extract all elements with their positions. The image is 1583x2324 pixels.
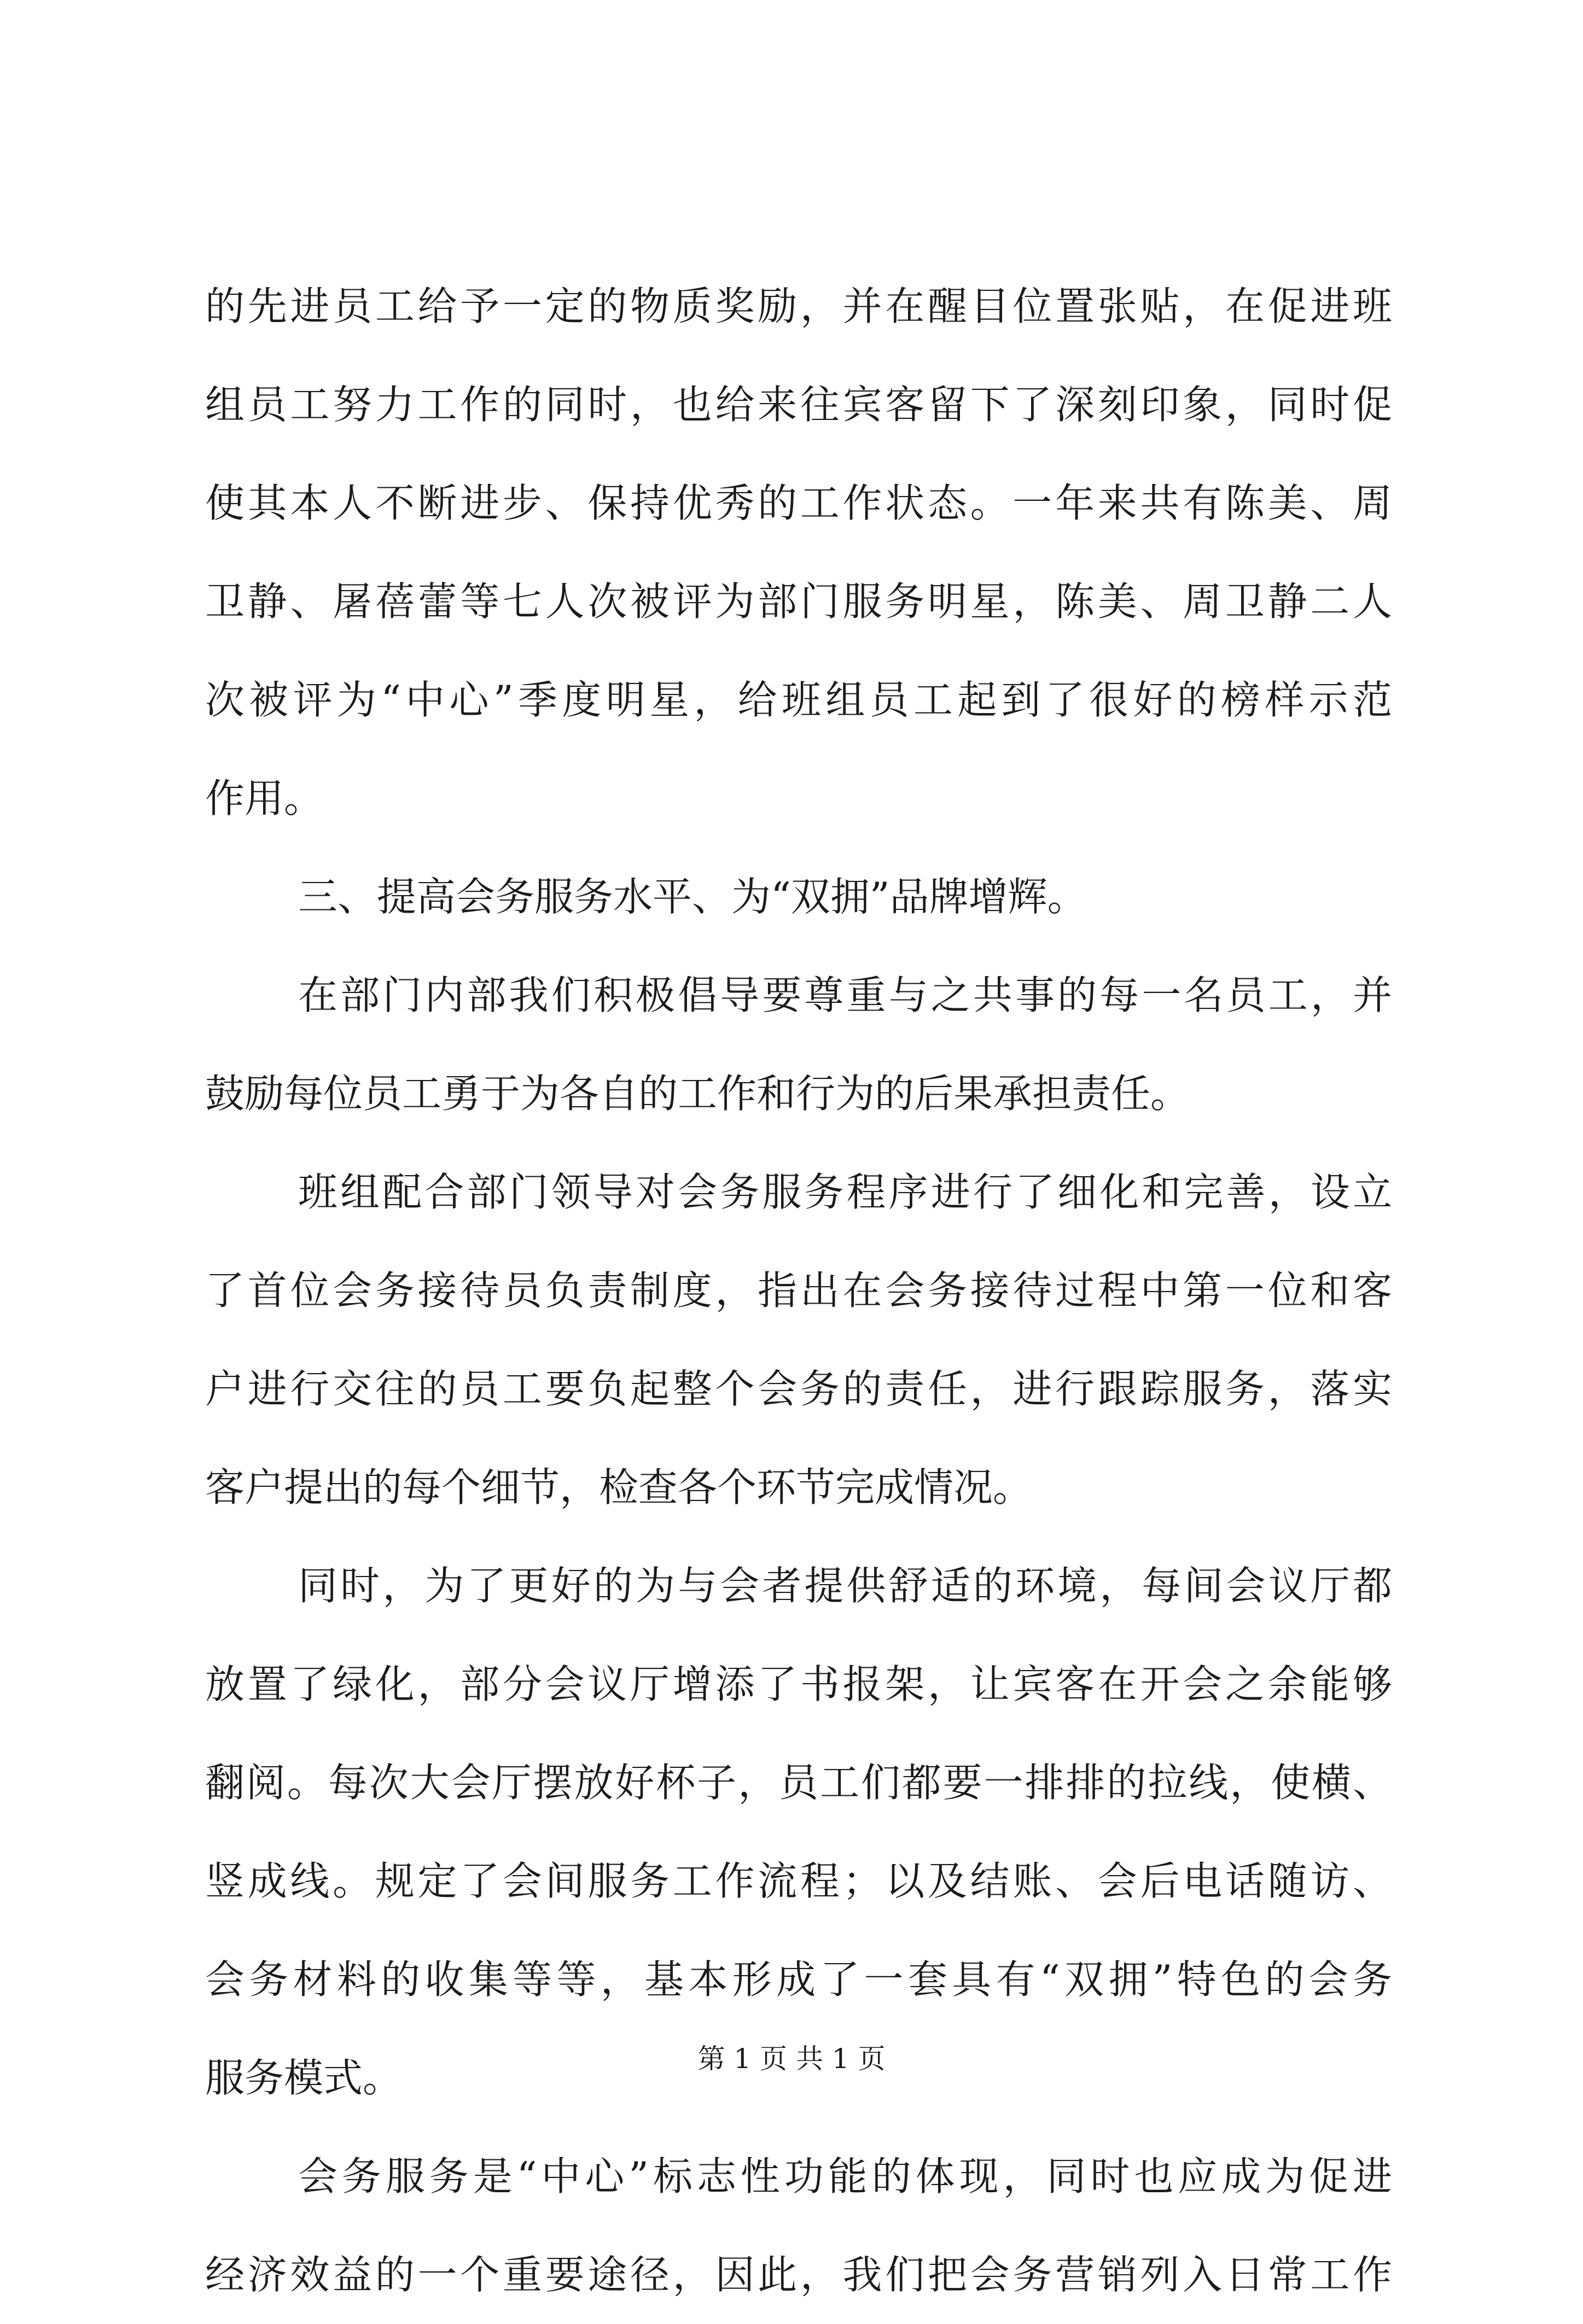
text-line: 户进行交往的员工要负起整个会务的责任，进行跟踪服务，落实 (205, 1366, 1392, 1412)
text-line: 会务材料的收集等等，基本形成了一套具有“双拥”特色的会务 (205, 1957, 1392, 2002)
text-line: 了首位会务接待员负责制度，指出在会务接待过程中第一位和客 (205, 1268, 1392, 1313)
text-line: 组员工努力工作的同时，也给来往宾客留下了深刻印象，同时促 (205, 382, 1392, 428)
text-line: 次被评为“中心”季度明星，给班组员工起到了很好的榜样示范 (205, 677, 1392, 723)
text-line: 放置了绿化，部分会议厅增添了书报架，让宾客在开会之余能够 (205, 1661, 1392, 1707)
text-line: 经济效益的一个重要途径，因此，我们把会务营销列入日常工作 (205, 2252, 1392, 2298)
text-line: 服务模式。 (205, 2055, 403, 2101)
text-line: 鼓励每位员工勇于为各自的工作和行为的后果承担责任。 (205, 1071, 1190, 1117)
text-line: 竖成线。规定了会间服务工作流程；以及结账、会后电话随访、 (205, 1858, 1392, 1904)
text-line: 在部门内部我们积极倡导要尊重与之共事的每一名员工，并 (298, 972, 1392, 1018)
text-line: 客户提出的每个细节，检查各个环节完成情况。 (205, 1464, 1033, 1510)
text-line: 的先进员工给予一定的物质奖励，并在醒目位置张贴，在促进班 (205, 283, 1392, 329)
text-line: 翻阅。每次大会厅摆放好杯子，员工们都要一排排的拉线，使横、 (205, 1760, 1392, 1806)
text-line: 会务服务是“中心”标志性功能的体现，同时也应成为促进 (298, 2153, 1392, 2199)
text-line: 使其本人不断进步、保持优秀的工作状态。一年来共有陈美、周 (205, 480, 1392, 526)
page-footer: 第 1 页 共 1 页 (697, 2043, 886, 2075)
text-line: 卫静、屠蓓蕾等七人次被评为部门服务明星，陈美、周卫静二人 (205, 579, 1392, 624)
text-line: 同时，为了更好的为与会者提供舒适的环境，每间会议厅都 (298, 1563, 1392, 1609)
document-body (205, 257, 1392, 2324)
text-line: 班组配合部门领导对会务服务程序进行了细化和完善，设立 (298, 1169, 1392, 1215)
section-heading: 三、提高会务服务水平、为“双拥”品牌增辉。 (298, 874, 1087, 920)
text-line: 作用。 (205, 775, 324, 821)
